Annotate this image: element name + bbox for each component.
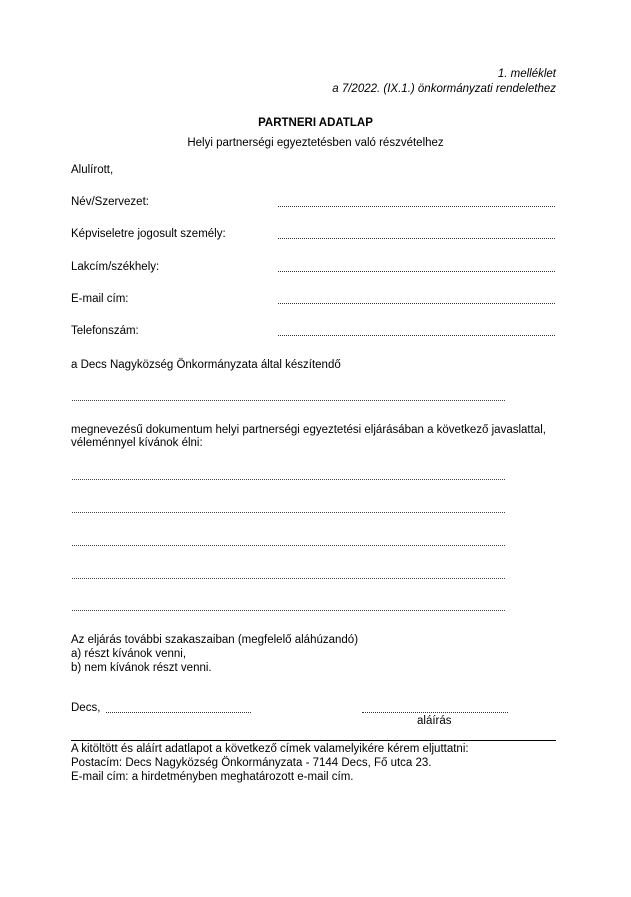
field-input-representative[interactable]	[278, 238, 555, 239]
footer-divider	[71, 740, 556, 741]
field-input-name[interactable]	[278, 206, 555, 207]
participation-option-a[interactable]: a) részt kívánok venni,	[71, 648, 187, 660]
footer-instruction: A kitöltött és aláírt adatlapot a következő címek valamelyikére kérem eljuttatni:	[71, 743, 469, 755]
signature-label: aláírás	[417, 715, 452, 727]
signature-input[interactable]	[362, 712, 508, 713]
field-label-address: Lakcím/székhely:	[71, 261, 160, 273]
field-label-email: E-mail cím:	[71, 293, 129, 305]
opinion-line-2[interactable]	[72, 512, 505, 513]
opinion-line-3[interactable]	[72, 545, 505, 546]
participation-question: Az eljárás további szakaszaiban (megfelelő aláhúzandó)	[71, 634, 359, 646]
page-subtitle: Helyi partnerségi egyeztetésben való részvételhez	[187, 137, 444, 149]
regulation-reference: a 7/2022. (IX.1.) önkormányzati rendelethez	[332, 83, 556, 95]
field-label-phone: Telefonszám:	[71, 325, 139, 337]
footer-postal-address: Postacím: Decs Nagyközség Önkormányzata - 7144 Decs, Fő utca 23.	[71, 757, 432, 769]
footer-email: E-mail cím: a hirdetményben meghatározott e-mail cím.	[71, 771, 354, 783]
document-name-input[interactable]	[72, 400, 505, 401]
participation-option-b[interactable]: b) nem kívánok részt venni.	[71, 662, 212, 674]
opinion-line-5[interactable]	[72, 610, 505, 611]
intro-text: Alulírott,	[71, 164, 114, 176]
signature-place: Decs,	[71, 702, 101, 714]
field-label-representative: Képviseletre jogosult személy:	[71, 228, 226, 240]
field-input-phone[interactable]	[278, 335, 555, 336]
document-description-line2: véleménnyel kívánok élni:	[71, 437, 203, 449]
document-intro: a Decs Nagyközség Önkormányzata által készítendő	[71, 359, 341, 371]
field-input-email[interactable]	[278, 303, 555, 304]
opinion-line-1[interactable]	[72, 479, 505, 480]
field-input-address[interactable]	[278, 271, 555, 272]
opinion-line-4[interactable]	[72, 578, 505, 579]
page-title: PARTNERI ADATLAP	[258, 117, 373, 129]
field-label-name: Név/Szervezet:	[71, 196, 149, 208]
document-description-line1: megnevezésű dokumentum helyi partnerségi egyeztetési eljárásában a következő javaslattal,	[71, 424, 546, 436]
annex-label: 1. melléklet	[497, 68, 556, 80]
date-input[interactable]	[106, 712, 251, 713]
